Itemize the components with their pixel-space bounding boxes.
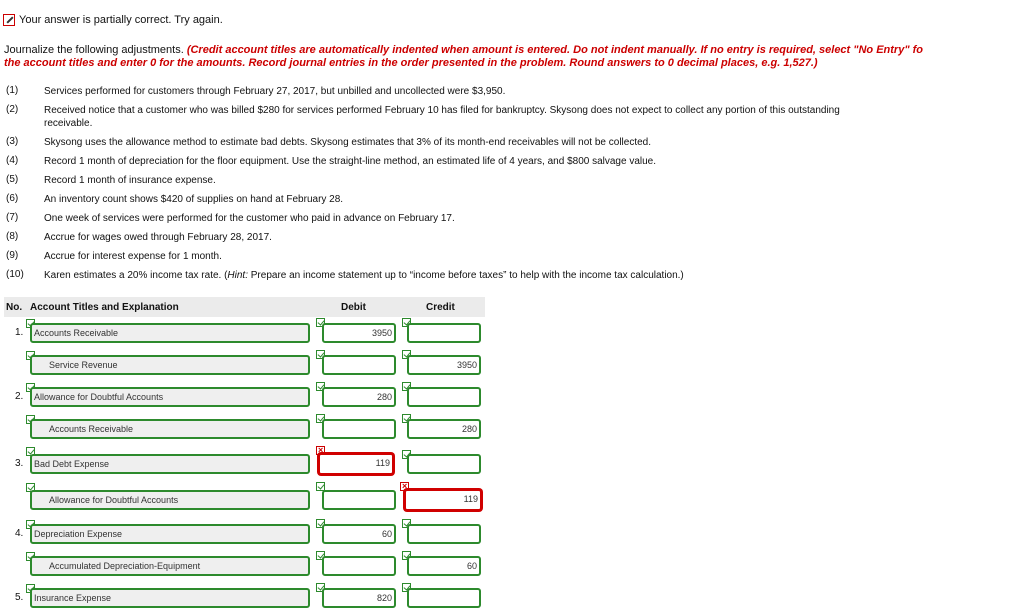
debit-input[interactable]: 60 <box>322 524 396 544</box>
item-text: Skysong uses the allowance method to estimate bad debts. Skysong estimates that 3% of its month-end receivables will not be collected. <box>44 137 651 148</box>
hint-label: Hint: <box>227 270 248 281</box>
entry-number: 1. <box>15 327 24 338</box>
journal-row <box>0 549 490 581</box>
account-title-select[interactable]: Allowance for Doubtful Accounts <box>30 490 310 510</box>
journal-row <box>0 444 490 476</box>
credit-input[interactable]: 119 <box>404 489 482 511</box>
entry-number: 5. <box>15 592 24 603</box>
item-number: (4) <box>6 155 19 166</box>
item-text-part: Karen estimates a 20% income tax rate. ( <box>44 270 228 281</box>
item-number: (5) <box>6 174 19 185</box>
item-text: Record 1 month of depreciation for the floor equipment. Use the straight-line method, an estimated life of 4 years, and $800 salvage value. <box>44 156 657 167</box>
journal-row <box>0 581 490 609</box>
journal-row <box>0 480 490 512</box>
col-account: Account Titles and Explanation <box>30 302 179 313</box>
item-number: (9) <box>6 250 19 261</box>
account-title-select[interactable]: Service Revenue <box>30 355 310 375</box>
entry-number: 4. <box>15 528 24 539</box>
account-title-select[interactable]: Accounts Receivable <box>30 323 310 343</box>
journal-table-header <box>4 297 485 317</box>
credit-input[interactable] <box>407 323 481 343</box>
credit-input[interactable] <box>407 454 481 474</box>
journal-row <box>0 380 490 412</box>
col-no: No. <box>6 302 23 313</box>
item-text: Accrue for wages owed through February 28, 2017. <box>44 232 272 243</box>
partially-correct-icon <box>3 14 15 26</box>
debit-input[interactable]: 280 <box>322 387 396 407</box>
item-text: One week of services were performed for the customer who paid in advance on February 17. <box>44 213 455 224</box>
account-title-select[interactable]: Accumulated Depreciation-Equipment <box>30 556 310 576</box>
col-debit: Debit <box>341 302 366 313</box>
instructions-note-2: the account titles and enter 0 for the amounts. Record journal entries in the order presented in the problem. Round answers to 0 decimal places, e.g. 1,527.) <box>4 57 818 69</box>
item-text: An inventory count shows $420 of supplies on hand at February 28. <box>44 194 344 205</box>
item-text-line1: Received notice that a customer who was billed $280 for services performed February 10 has filed for bankruptcy. Skysong does not expect to collect any portion of this outstanding <box>44 105 840 116</box>
account-title-select[interactable]: Bad Debt Expense <box>30 454 310 474</box>
instructions <box>4 44 1020 70</box>
item-text-part: Prepare an income statement up to “income before taxes” to help with the income tax calculation.) <box>247 270 684 281</box>
item-text <box>44 269 1004 282</box>
item-text <box>44 104 1004 130</box>
debit-input[interactable] <box>322 490 396 510</box>
item-text-line2: receivable. <box>44 118 93 129</box>
instructions-lead: Journalize the following adjustments. <box>4 44 187 56</box>
entry-number: 2. <box>15 391 24 402</box>
item-number: (3) <box>6 136 19 147</box>
credit-input[interactable] <box>407 588 481 608</box>
entry-number: 3. <box>15 458 24 469</box>
item-number: (2) <box>6 104 19 115</box>
account-title-select[interactable]: Insurance Expense <box>30 588 310 608</box>
account-title-select[interactable]: Accounts Receivable <box>30 419 310 439</box>
item-text: Record 1 month of insurance expense. <box>44 175 216 186</box>
credit-input[interactable] <box>407 524 481 544</box>
journal-row <box>0 348 490 380</box>
item-text: Accrue for interest expense for 1 month. <box>44 251 222 262</box>
item-number: (6) <box>6 193 19 204</box>
journal-row <box>0 412 490 444</box>
item-number: (10) <box>6 269 24 280</box>
credit-input[interactable]: 60 <box>407 556 481 576</box>
account-title-select[interactable]: Allowance for Doubtful Accounts <box>30 387 310 407</box>
debit-input[interactable] <box>322 355 396 375</box>
debit-input[interactable] <box>322 556 396 576</box>
item-number: (7) <box>6 212 19 223</box>
debit-input[interactable] <box>322 419 396 439</box>
debit-input[interactable]: 3950 <box>322 323 396 343</box>
answer-status <box>3 14 223 26</box>
item-text: Services performed for customers through February 27, 2017, but unbilled and uncollected were $3,950. <box>44 86 506 97</box>
debit-input[interactable]: 820 <box>322 588 396 608</box>
account-title-select[interactable]: Depreciation Expense <box>30 524 310 544</box>
credit-input[interactable] <box>407 387 481 407</box>
item-number: (1) <box>6 85 19 96</box>
credit-input[interactable]: 3950 <box>407 355 481 375</box>
item-number: (8) <box>6 231 19 242</box>
instructions-note-1: (Credit account titles are automatically indented when amount is entered. Do not indent manually. If no entry is required, select "No Entry" fo <box>186 44 923 56</box>
col-credit: Credit <box>426 302 455 313</box>
journal-row <box>0 316 490 348</box>
debit-input[interactable]: 119 <box>318 453 394 475</box>
credit-input[interactable]: 280 <box>407 419 481 439</box>
status-text: Your answer is partially correct. Try again. <box>19 14 223 26</box>
journal-row <box>0 517 490 549</box>
